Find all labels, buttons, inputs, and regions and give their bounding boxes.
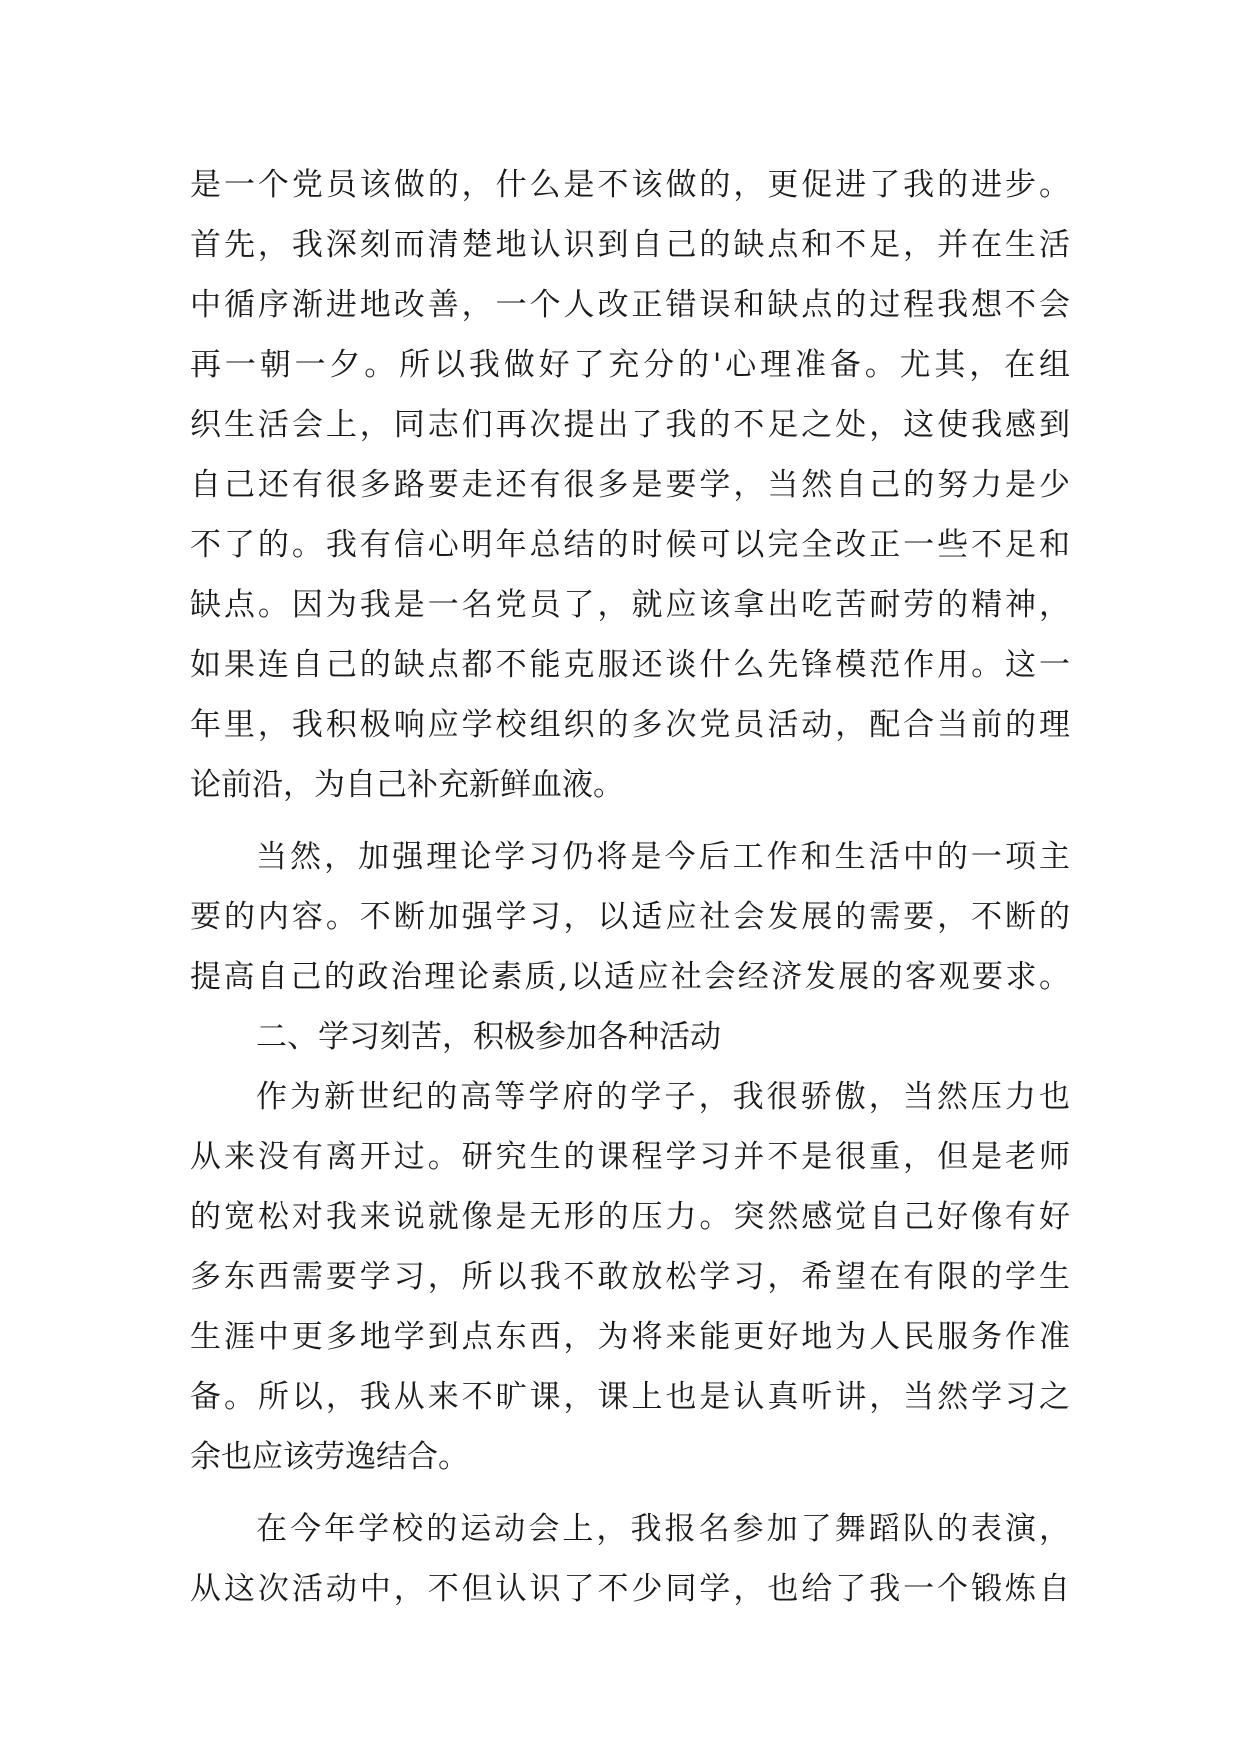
paragraph — [190, 155, 1070, 815]
body-text — [190, 155, 1070, 1619]
text-line: 首先，我深刻而清楚地认识到自己的缺点和不足，并在生活 — [190, 227, 1070, 263]
text-line: 的宽松对我来说就像是无形的压力。突然感觉自己好像有好 — [190, 1199, 1070, 1235]
text-line: 缺点。因为我是一名党员了，就应该拿出吃苦耐劳的精神， — [190, 587, 1070, 623]
text-line: 自己还有很多路要走还有很多是要学，当然自己的努力是少 — [190, 467, 1070, 503]
text-line: 织生活会上，同志们再次提出了我的不足之处，这使我感到 — [190, 407, 1070, 443]
paragraph — [190, 1067, 1070, 1487]
paragraph-gap — [190, 1487, 1070, 1499]
text-line: 如果连自己的缺点都不能克服还谈什么先锋模范作用。这一 — [190, 647, 1070, 683]
text-line: 论前沿，为自己补充新鲜血液。 — [190, 767, 624, 803]
text-line: 不了的。我有信心明年总结的时候可以完全改正一些不足和 — [190, 527, 1070, 563]
text-line: 从这次活动中，不但认识了不少同学，也给了我一个锻炼自 — [190, 1571, 1070, 1607]
text-line: 多东西需要学习，所以我不敢放松学习，希望在有限的学生 — [190, 1259, 1070, 1295]
text-line: 当然，加强理论学习仍将是今后工作和生活中的一项主 — [256, 839, 1070, 875]
text-line: 中循序渐进地改善，一个人改正错误和缺点的过程我想不会 — [190, 287, 1070, 323]
text-line: 年里，我积极响应学校组织的多次党员活动，配合当前的理 — [190, 707, 1070, 743]
text-line: 在今年学校的运动会上，我报名参加了舞蹈队的表演， — [256, 1511, 1070, 1547]
heading-text: 二、学习刻苦，积极参加各种活动 — [256, 1019, 721, 1055]
text-line: 余也应该劳逸结合。 — [190, 1439, 469, 1475]
text-line: 是一个党员该做的，什么是不该做的，更促进了我的进步。 — [190, 167, 1070, 203]
text-line: 再一朝一夕。所以我做好了充分的'心理准备。尤其，在组 — [190, 347, 1070, 383]
text-line: 生涯中更多地学到点东西，为将来能更好地为人民服务作准 — [190, 1319, 1070, 1355]
text-line: 要的内容。不断加强学习，以适应社会发展的需要，不断的 — [190, 899, 1070, 935]
text-line: 作为新世纪的高等学府的学子，我很骄傲，当然压力也 — [256, 1079, 1070, 1115]
text-line: 提高自己的政治理论素质,以适应社会经济发展的客观要求。 — [190, 959, 1070, 995]
text-line: 从来没有离开过。研究生的课程学习并不是很重，但是老师 — [190, 1139, 1070, 1175]
paragraph — [190, 827, 1070, 1007]
paragraph — [190, 1499, 1070, 1619]
paragraph-gap — [190, 815, 1070, 827]
text-line: 备。所以，我从来不旷课，课上也是认真听讲，当然学习之 — [190, 1379, 1070, 1415]
section-heading — [190, 1007, 1070, 1067]
